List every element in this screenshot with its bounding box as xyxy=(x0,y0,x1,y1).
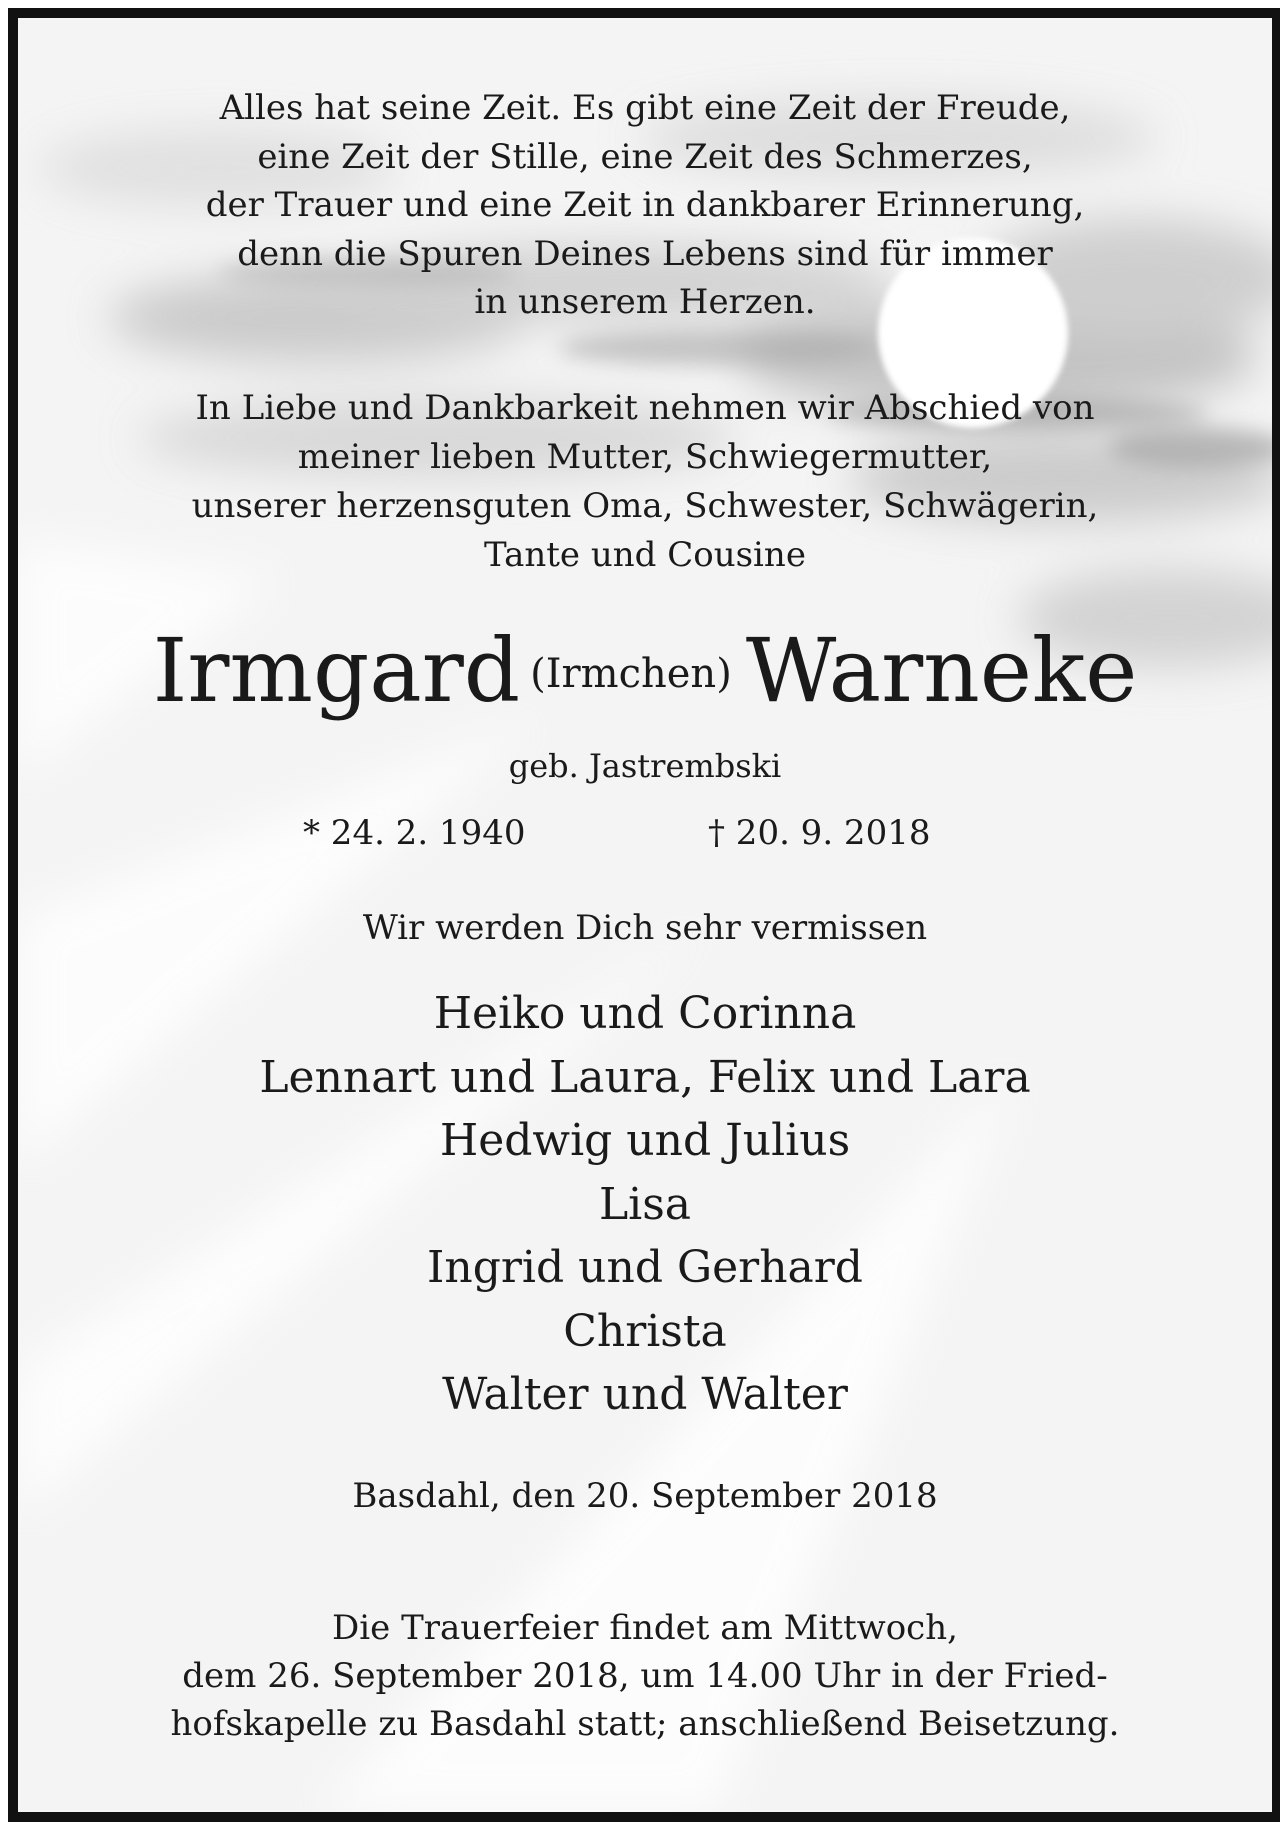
deceased-name xyxy=(18,616,1272,726)
mourner-entry: Heiko und Corinna xyxy=(433,988,857,1039)
birth-name: geb. Jastrembski xyxy=(508,747,782,785)
last-name: Warneke xyxy=(745,619,1138,722)
notice-content xyxy=(18,18,1272,1812)
mourner-entry: Christa xyxy=(563,1305,727,1357)
first-name: Irmgard xyxy=(152,619,521,722)
mourner-entry: Lisa xyxy=(598,1178,692,1230)
mourner-entry: Ingrid und Gerhard xyxy=(427,1242,863,1293)
mourner-entry: Walter und Walter xyxy=(442,1369,848,1420)
mourners-list xyxy=(18,982,1272,1427)
birth-date: * 24. 2. 1940 xyxy=(303,813,526,853)
farewell-text xyxy=(18,384,1272,580)
mourner-entry: Lennart und Laura, Felix und Lara xyxy=(259,1051,1031,1103)
farewell-line: unserer herzensguten Oma, Schwester, Schwägerin, xyxy=(191,486,1099,526)
nickname: (Irmchen) xyxy=(530,651,732,697)
obituary-notice xyxy=(8,8,1280,1822)
service-line: Die Trauerfeier findet am Mittwoch, xyxy=(332,1608,958,1648)
verse-line: der Trauer und eine Zeit in dankbarer Erinnerung, xyxy=(205,185,1085,225)
verse-line: eine Zeit der Stille, eine Zeit des Schmerzes, xyxy=(257,136,1033,177)
funeral-service-info xyxy=(18,1604,1272,1748)
verse-line: denn die Spuren Deines Lebens sind für immer xyxy=(237,233,1053,274)
mourner-entry: Hedwig und Julius xyxy=(439,1115,851,1166)
life-dates xyxy=(18,811,1272,855)
opening-verse xyxy=(18,84,1272,327)
closing-phrase: Wir werden Dich sehr vermissen xyxy=(362,908,928,948)
farewell-line: meiner lieben Mutter, Schwiegermutter, xyxy=(297,437,993,477)
verse-line: in unserem Herzen. xyxy=(474,282,816,322)
verse-line: Alles hat seine Zeit. Es gibt eine Zeit der Freude, xyxy=(219,88,1071,128)
farewell-line: In Liebe und Dankbarkeit nehmen wir Abschied von xyxy=(195,388,1095,428)
farewell-line: Tante und Cousine xyxy=(484,535,806,575)
place-and-date: Basdahl, den 20. September 2018 xyxy=(352,1476,938,1516)
death-date: † 20. 9. 2018 xyxy=(708,813,931,853)
service-line: hofskapelle zu Basdahl statt; anschließend Beisetzung. xyxy=(170,1704,1120,1744)
service-line: dem 26. September 2018, um 14.00 Uhr in der Fried- xyxy=(182,1656,1108,1696)
